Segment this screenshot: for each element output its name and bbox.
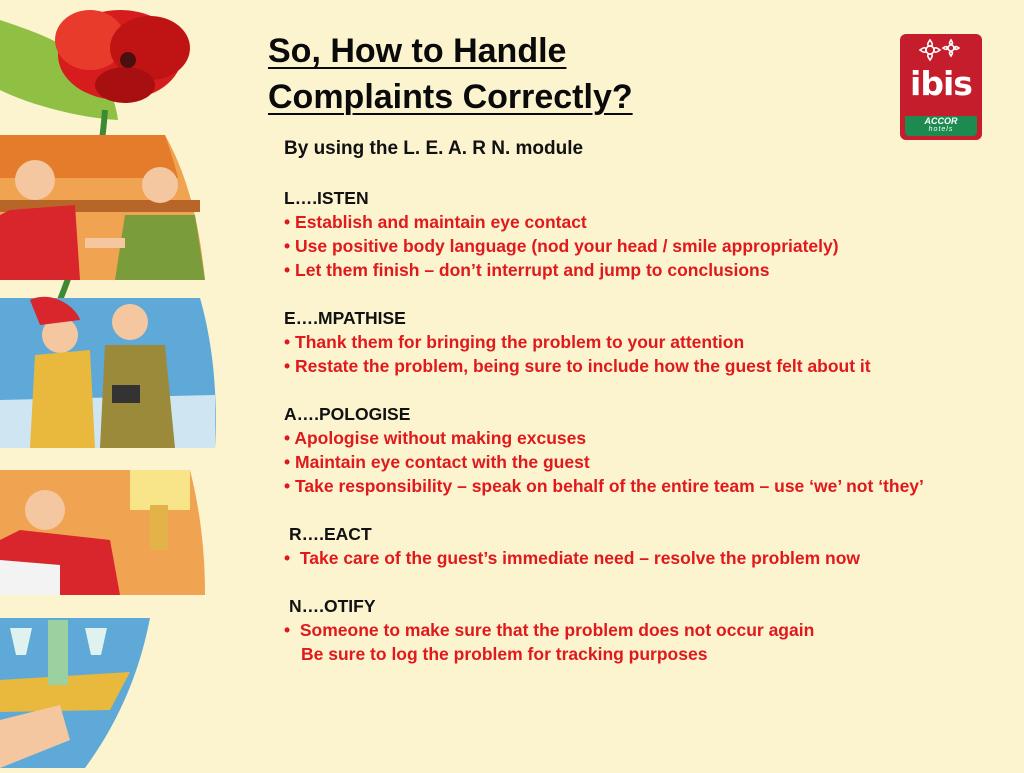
list-item bbox=[284, 450, 944, 474]
slide-title bbox=[268, 28, 788, 120]
bullet-icon: • bbox=[284, 620, 291, 640]
hibiscus-flower-icon bbox=[918, 38, 964, 62]
item-text: Someone to make sure that the problem does not occur again bbox=[299, 620, 815, 640]
step-heading: R….EACT bbox=[289, 524, 372, 544]
title-line-1: So, How to Handle bbox=[268, 32, 567, 70]
list-item bbox=[284, 330, 944, 354]
item-text: Restate the problem, being sure to include how the guest felt about it bbox=[295, 356, 871, 376]
step-listen bbox=[284, 186, 944, 282]
illustration-art bbox=[0, 0, 230, 768]
item-text: Apologise without making excuses bbox=[294, 428, 587, 448]
list-item bbox=[284, 618, 944, 642]
ibis-logo bbox=[900, 34, 982, 140]
item-text: Maintain eye contact with the guest bbox=[295, 452, 590, 472]
step-heading: A….POLOGISE bbox=[284, 404, 411, 424]
list-item bbox=[284, 210, 944, 234]
illustration-panel-key-exchange bbox=[0, 135, 205, 280]
bullet-icon: • bbox=[284, 452, 291, 472]
item-text: Let them finish – don’t interrupt and jump to conclusions bbox=[295, 260, 770, 280]
logo-accor-text: ACCOR bbox=[924, 116, 958, 126]
list-item bbox=[284, 474, 944, 498]
bullet-icon: • bbox=[284, 212, 291, 232]
bullet-icon: • bbox=[284, 260, 291, 280]
bullet-icon: • bbox=[284, 332, 291, 352]
left-illustration-strip bbox=[0, 0, 230, 768]
bullet-icon: • bbox=[284, 476, 291, 496]
step-heading: N….OTIFY bbox=[289, 596, 376, 616]
item-text: Take care of the guest’s immediate need – resolve the problem now bbox=[299, 548, 861, 568]
step-heading: E….MPATHISE bbox=[284, 308, 406, 328]
item-text: Thank them for bringing the problem to your attention bbox=[295, 332, 745, 352]
illustration-panel-drinks bbox=[0, 618, 150, 768]
step-react bbox=[284, 522, 944, 570]
list-item bbox=[284, 234, 944, 258]
step-empathise bbox=[284, 306, 944, 378]
bullet-icon: • bbox=[284, 236, 291, 256]
bullet-icon: • bbox=[284, 548, 291, 568]
logo-accor-band bbox=[905, 116, 977, 136]
step-apologise bbox=[284, 402, 944, 498]
note-text: Be sure to log the problem for tracking purposes bbox=[301, 644, 708, 664]
list-item bbox=[284, 258, 944, 282]
item-text: Use positive body language (nod your head / smile appropriately) bbox=[295, 236, 839, 256]
step-notify bbox=[284, 594, 944, 666]
intro-text: By using the L. E. A. R N. module bbox=[284, 138, 584, 159]
bullet-icon: • bbox=[284, 428, 291, 448]
illustration-panel-relaxing bbox=[0, 470, 205, 595]
illustration-panel-tourists bbox=[0, 297, 216, 448]
list-item bbox=[284, 354, 944, 378]
item-text: Take responsibility – speak on behalf of the entire team – use ‘we’ not ‘they’ bbox=[295, 476, 924, 496]
list-item bbox=[284, 426, 944, 450]
logo-hotels-text: hotels bbox=[928, 126, 954, 133]
bullet-icon: • bbox=[284, 356, 291, 376]
learn-content bbox=[284, 136, 944, 666]
step-heading: L….ISTEN bbox=[284, 188, 369, 208]
title-line-2: Complaints Correctly? bbox=[268, 78, 633, 116]
list-item bbox=[284, 546, 944, 570]
item-text: Establish and maintain eye contact bbox=[295, 212, 587, 232]
logo-brand-text: ibis bbox=[910, 64, 972, 103]
